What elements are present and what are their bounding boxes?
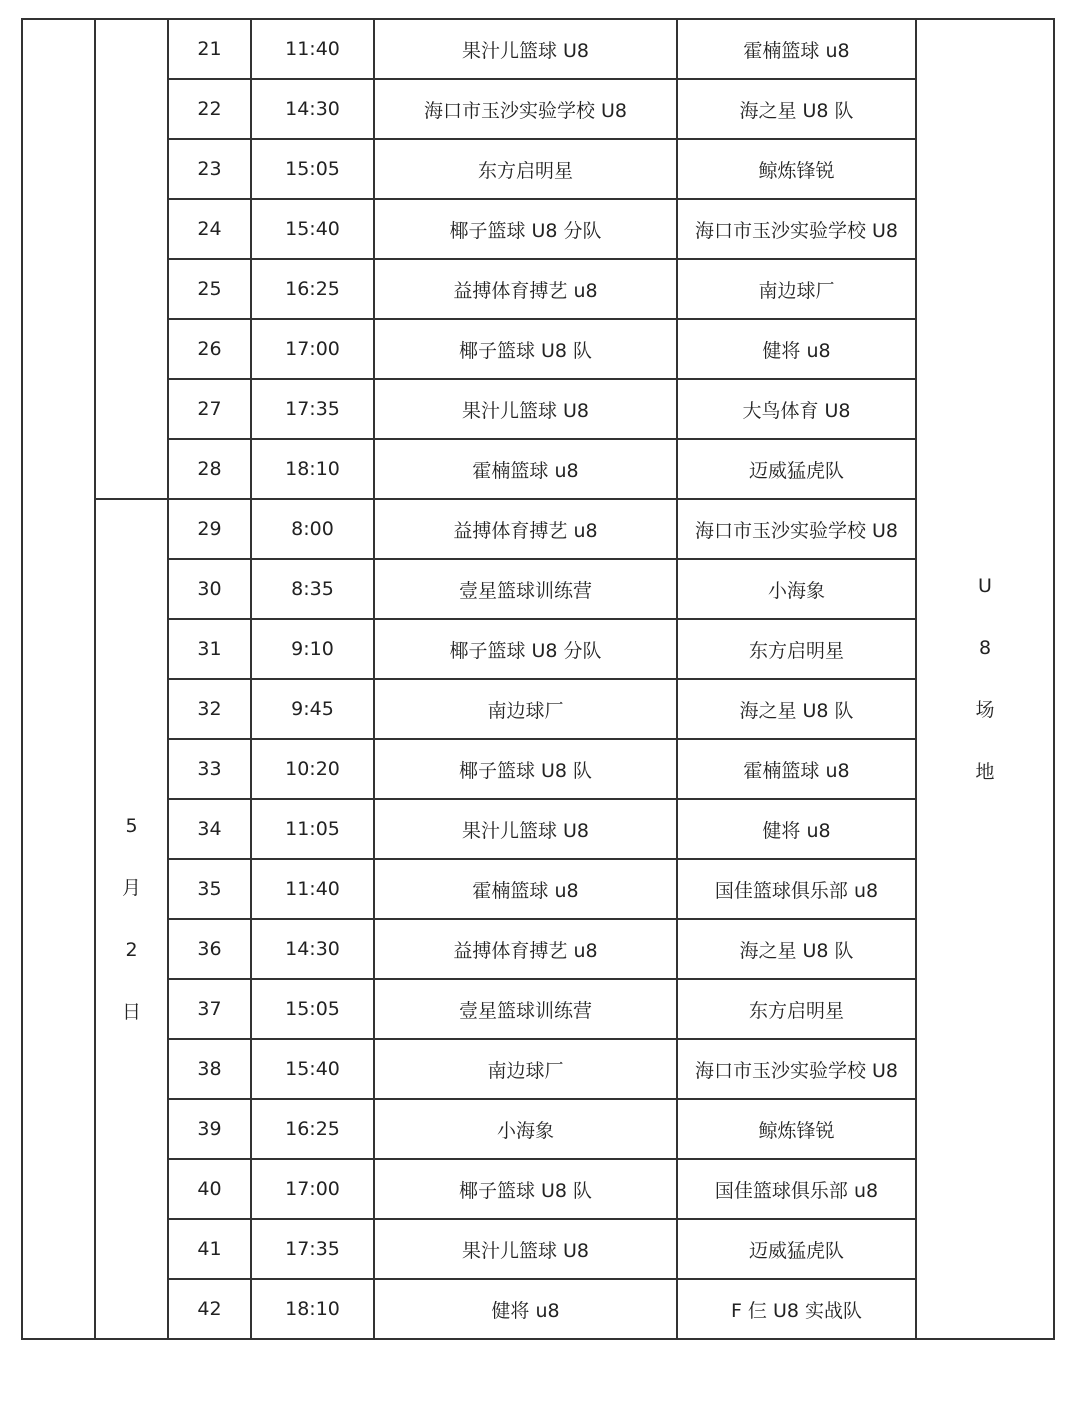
date-cell: [95, 499, 168, 1339]
venue-char: 地: [975, 761, 995, 783]
match-time: 15:40: [251, 199, 374, 259]
match-away: F 仨 U8 实战队: [677, 1279, 916, 1339]
match-away: 东方启明星: [677, 979, 916, 1039]
match-no: 29: [168, 499, 251, 559]
match-home: 椰子篮球 U8 队: [374, 1159, 677, 1219]
match-row: [22, 859, 1054, 919]
match-time: 15:05: [251, 979, 374, 1039]
date-char: 5: [125, 815, 138, 837]
match-no: 42: [168, 1279, 251, 1339]
match-time: 8:00: [251, 499, 374, 559]
match-row: [22, 1039, 1054, 1099]
match-time: 16:25: [251, 259, 374, 319]
match-row: [22, 439, 1054, 499]
match-home: 东方启明星: [374, 139, 677, 199]
match-away: 海口市玉沙实验学校 U8: [677, 199, 916, 259]
match-home: 南边球厂: [374, 679, 677, 739]
match-time: 15:05: [251, 139, 374, 199]
match-time: 16:25: [251, 1099, 374, 1159]
match-home: 益搏体育搏艺 u8: [374, 499, 677, 559]
match-no: 23: [168, 139, 251, 199]
match-row: [22, 139, 1054, 199]
match-row: [22, 919, 1054, 979]
match-no: 22: [168, 79, 251, 139]
match-no: 39: [168, 1099, 251, 1159]
date-char: 2: [125, 939, 138, 961]
match-time: 17:35: [251, 1219, 374, 1279]
match-home: 益搏体育搏艺 u8: [374, 259, 677, 319]
match-no: 30: [168, 559, 251, 619]
match-time: 9:45: [251, 679, 374, 739]
match-home: 椰子篮球 U8 分队: [374, 619, 677, 679]
schedule-body: [22, 19, 1054, 1339]
match-row: [22, 499, 1054, 559]
venue-char: U: [978, 575, 992, 597]
venue-char: 8: [978, 637, 992, 659]
match-row: [22, 979, 1054, 1039]
match-time: 11:05: [251, 799, 374, 859]
match-time: 10:20: [251, 739, 374, 799]
match-home: 果汁儿篮球 U8: [374, 379, 677, 439]
match-home: 霍楠篮球 u8: [374, 859, 677, 919]
match-no: 32: [168, 679, 251, 739]
match-away: 迈威猛虎队: [677, 1219, 916, 1279]
match-away: 海口市玉沙实验学校 U8: [677, 499, 916, 559]
match-home: 椰子篮球 U8 分队: [374, 199, 677, 259]
match-home: 果汁儿篮球 U8: [374, 19, 677, 79]
match-row: [22, 1159, 1054, 1219]
match-no: 27: [168, 379, 251, 439]
match-time: 9:10: [251, 619, 374, 679]
match-no: 28: [168, 439, 251, 499]
match-time: 11:40: [251, 859, 374, 919]
venue-char: 场: [975, 699, 995, 721]
match-no: 24: [168, 199, 251, 259]
date-char: 月: [121, 877, 141, 899]
match-no: 38: [168, 1039, 251, 1099]
match-time: 17:00: [251, 1159, 374, 1219]
venue-cell: [916, 19, 1054, 1339]
schedule-table: [21, 18, 1055, 1340]
match-away: 小海象: [677, 559, 916, 619]
match-home: 南边球厂: [374, 1039, 677, 1099]
match-away: 东方启明星: [677, 619, 916, 679]
match-time: 8:35: [251, 559, 374, 619]
match-no: 37: [168, 979, 251, 1039]
match-time: 17:35: [251, 379, 374, 439]
left-margin-cell: [22, 19, 95, 1339]
match-away: 鲸炼锋锐: [677, 139, 916, 199]
match-no: 34: [168, 799, 251, 859]
match-time: 17:00: [251, 319, 374, 379]
match-no: 40: [168, 1159, 251, 1219]
match-away: 大鸟体育 U8: [677, 379, 916, 439]
match-time: 14:30: [251, 919, 374, 979]
match-away: 海之星 U8 队: [677, 919, 916, 979]
match-no: 21: [168, 19, 251, 79]
match-row: [22, 259, 1054, 319]
match-row: [22, 319, 1054, 379]
match-row: [22, 739, 1054, 799]
match-time: 18:10: [251, 1279, 374, 1339]
match-time: 18:10: [251, 439, 374, 499]
match-away: 迈威猛虎队: [677, 439, 916, 499]
match-time: 14:30: [251, 79, 374, 139]
match-row: [22, 199, 1054, 259]
match-row: [22, 379, 1054, 439]
match-time: 15:40: [251, 1039, 374, 1099]
match-home: 果汁儿篮球 U8: [374, 1219, 677, 1279]
match-away: 国佳篮球俱乐部 u8: [677, 859, 916, 919]
match-home: 壹星篮球训练营: [374, 979, 677, 1039]
match-home: 壹星篮球训练营: [374, 559, 677, 619]
date-cell-prev: [95, 19, 168, 499]
match-row: [22, 1099, 1054, 1159]
match-no: 41: [168, 1219, 251, 1279]
match-home: 果汁儿篮球 U8: [374, 799, 677, 859]
match-time: 11:40: [251, 19, 374, 79]
match-away: 海之星 U8 队: [677, 79, 916, 139]
match-row: [22, 1279, 1054, 1339]
match-row: [22, 559, 1054, 619]
match-away: 海口市玉沙实验学校 U8: [677, 1039, 916, 1099]
match-home: 健将 u8: [374, 1279, 677, 1339]
match-row: [22, 19, 1054, 79]
match-home: 椰子篮球 U8 队: [374, 739, 677, 799]
match-no: 26: [168, 319, 251, 379]
match-home: 益搏体育搏艺 u8: [374, 919, 677, 979]
match-row: [22, 679, 1054, 739]
match-no: 33: [168, 739, 251, 799]
match-no: 25: [168, 259, 251, 319]
date-char: 日: [121, 1001, 141, 1023]
match-away: 国佳篮球俱乐部 u8: [677, 1159, 916, 1219]
match-no: 36: [168, 919, 251, 979]
match-row: [22, 799, 1054, 859]
match-home: 霍楠篮球 u8: [374, 439, 677, 499]
match-away: 海之星 U8 队: [677, 679, 916, 739]
match-away: 霍楠篮球 u8: [677, 19, 916, 79]
match-away: 南边球厂: [677, 259, 916, 319]
match-no: 35: [168, 859, 251, 919]
match-home: 小海象: [374, 1099, 677, 1159]
match-away: 霍楠篮球 u8: [677, 739, 916, 799]
match-row: [22, 1219, 1054, 1279]
match-home: 椰子篮球 U8 队: [374, 319, 677, 379]
match-row: [22, 619, 1054, 679]
match-away: 健将 u8: [677, 799, 916, 859]
match-away: 鲸炼锋锐: [677, 1099, 916, 1159]
match-home: 海口市玉沙实验学校 U8: [374, 79, 677, 139]
match-away: 健将 u8: [677, 319, 916, 379]
match-no: 31: [168, 619, 251, 679]
match-row: [22, 79, 1054, 139]
